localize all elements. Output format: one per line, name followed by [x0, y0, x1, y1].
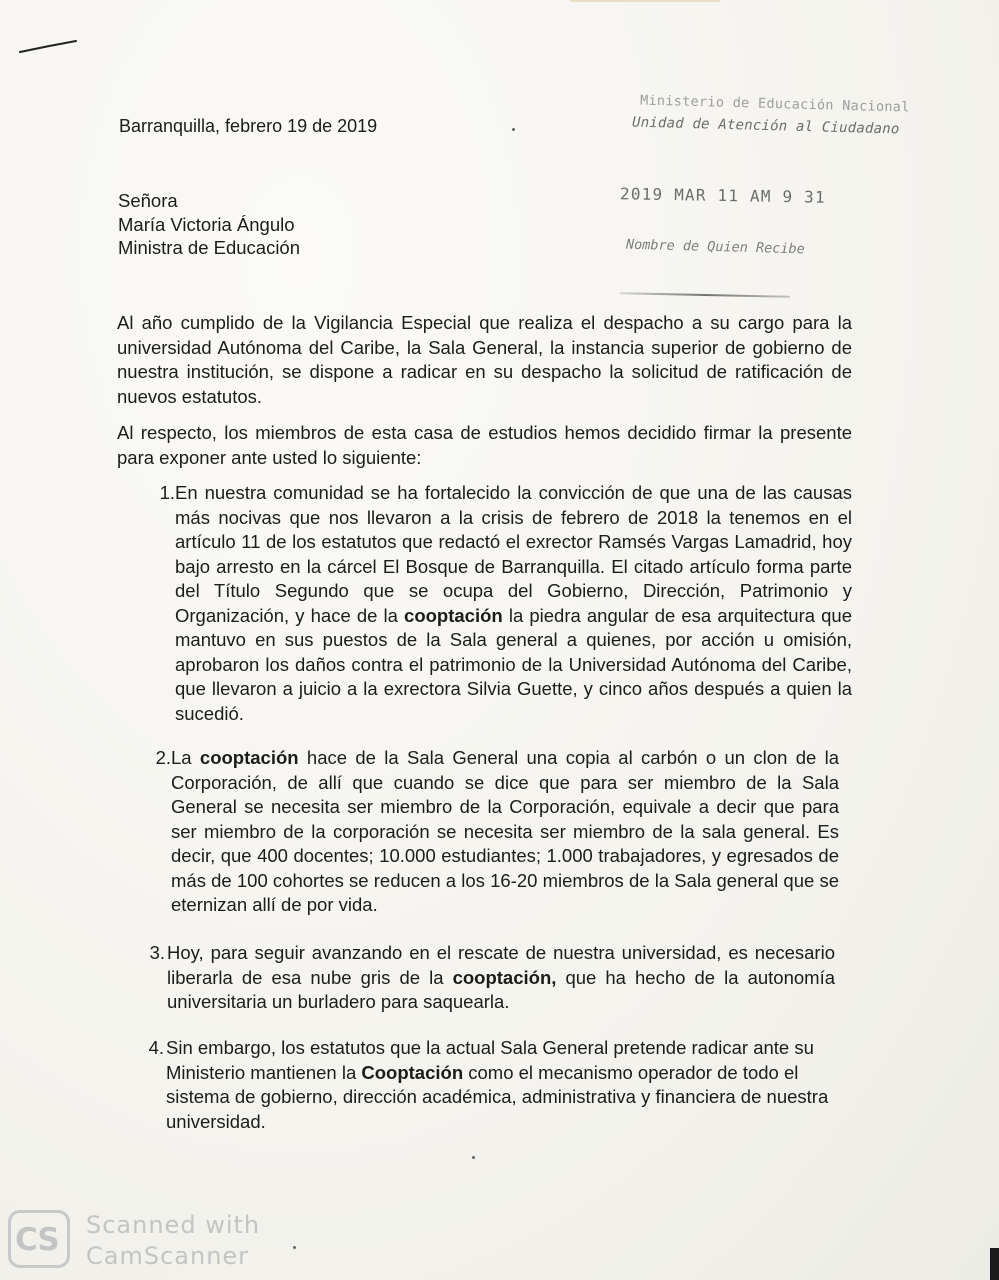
camscanner-logo-icon	[8, 1210, 70, 1268]
camscanner-logo-text: CS	[15, 1222, 59, 1258]
scan-speck	[472, 1156, 475, 1159]
stamp-ministry-line: Ministerio de Educación Nacional	[639, 92, 910, 116]
scan-edge-shadow	[990, 1248, 999, 1280]
stamp-receiver-label: Nombre de Quien Recibe	[625, 236, 805, 258]
addressee-name: María Victoria Ángulo	[118, 213, 295, 235]
addressee-position: Ministra de Educación	[118, 237, 301, 258]
stamp-unit-line: Unidad de Atención al Ciudadano	[631, 114, 900, 138]
list-item-text: La cooptación hace de la Sala General una copia al carbón o un clon de la Corporación, de allí que cuando se dice que para ser miembro de la Sala General se necesita ser miembro de la Corporación, equivale a decir que para ser miembro de la corporación se necesita ser miembro de la sala general. Es decir, que 400 docentes; 10.000 estudiantes; 1.000 trabajadores, y egresados de más de 100 cohortes se reducen a los 16-20 miembros de la Sala general que se eternizan allí de por vida.	[171, 747, 840, 915]
emphasis-term: Cooptación	[361, 1061, 464, 1083]
list-item-text: Sin embargo, los estatutos que la actual Sala General pretende radicar ante su Ministerio mantienen la Cooptación como el mecanismo operador de todo el sistema de gobierno, dirección académica, administrativa y financiera de nuestra universidad.	[166, 1037, 829, 1132]
watermark-line-1: Scanned with	[86, 1211, 261, 1239]
body-paragraph-2: Al respecto, los miembros de esta casa de estudios hemos decidido firmar la presente para exponer ante usted lo siguiente:	[117, 422, 852, 468]
paper-edge-mark	[570, 0, 720, 2]
addressee-salutation: Señora	[118, 190, 178, 211]
emphasis-term: cooptación	[199, 747, 299, 768]
emphasis-term: cooptación,	[452, 966, 557, 988]
addressee-block	[118, 189, 300, 260]
list-item-number: 1.	[159, 482, 175, 503]
list-item-text: Hoy, para seguir avanzando en el rescate de nuestra universidad, es necesario liberarla de esa nube gris de la cooptación, que ha hecho de la autonomía universitaria un burladero para saquearla.	[167, 942, 835, 1012]
body-paragraph-1: Al año cumplido de la Vigilancia Especial que realiza el despacho a su cargo para la universidad Autónoma del Caribe, la Sala General, la instancia superior de gobierno de nuestra institución, se dispone a radicar en su despacho la solicitud de ratificación de nuevos estatutos.	[117, 312, 852, 407]
list-item-number: 3.	[149, 942, 165, 963]
letter-date: Barranquilla, febrero 19 de 2019	[119, 116, 378, 136]
camscanner-watermark	[8, 1208, 268, 1272]
list-item-text: En nuestra comunidad se ha fortalecido la convicción de que una de las causas más nocivas que nos llevaron a la crisis de febrero de 2018 la tenemos en el artículo 11 de los estatutos que redactó el exrector Ramsés Vargas Lamadrid, hoy bajo arresto en la cárcel El Bosque de Barranquilla. El citado artículo forma parte del Título Segundo que se ocupa del Gobierno, Dirección, Patrimonio y Organización, y hace de la cooptación la piedra angular de esa arquitectura que mantuvo en sus puestos de la Sala general a quienes, por acción u omisión, aprobaron los daños contra el patrimonio de la Universidad Autónoma del Caribe, que llevaron a juicio a la exrectora Silvia Guette, y cinco años después a quien la sucedió.	[175, 482, 852, 724]
list-item-number: 2.	[155, 747, 171, 768]
stamp-received-datetime: 2019 MAR 11 AM 9 31	[619, 184, 826, 207]
scan-speck	[293, 1246, 296, 1249]
pen-stroke-mark	[18, 38, 78, 56]
watermark-line-2: CamScanner	[86, 1242, 250, 1270]
list-item-number: 4.	[148, 1037, 164, 1058]
watermark-text	[86, 1210, 260, 1272]
scan-speck	[512, 128, 515, 131]
emphasis-term: cooptación	[404, 604, 503, 626]
